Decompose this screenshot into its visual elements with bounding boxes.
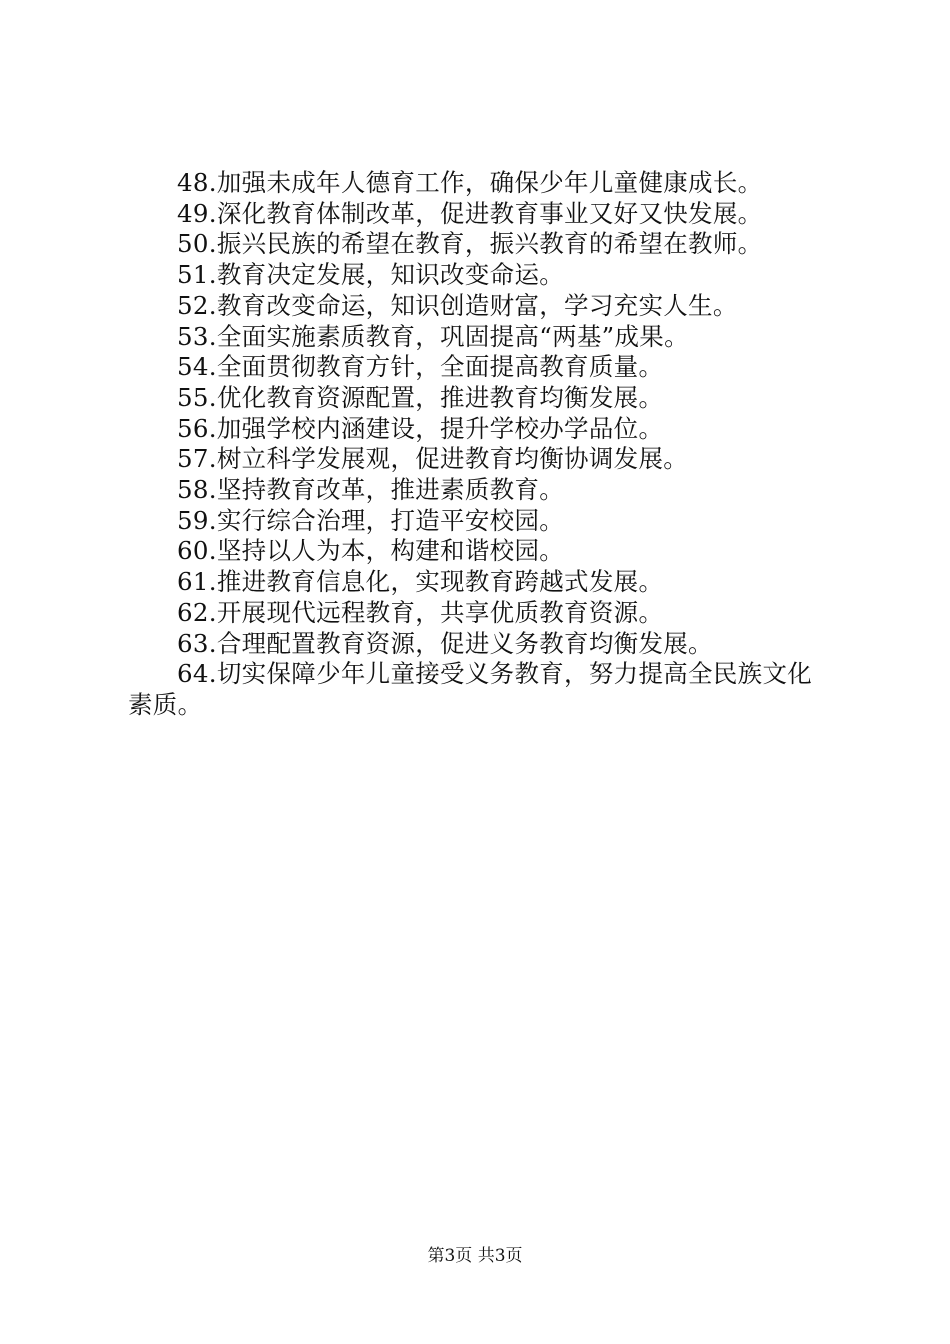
list-item: 48.加强未成年人德育工作，确保少年儿童健康成长。 bbox=[177, 168, 763, 197]
list-item: 62.开展现代远程教育，共享优质教育资源。 bbox=[177, 597, 664, 627]
list-item: 56.加强学校内涵建设，提升学校办学品位。 bbox=[177, 413, 664, 443]
list-item: 51.教育决定发展，知识改变命运。 bbox=[177, 260, 565, 290]
list-item: 54.全面贯彻教育方针，全面提高教育质量。 bbox=[177, 352, 664, 382]
list-item: 61.推进教育信息化，实现教育跨越式发展。 bbox=[177, 567, 664, 597]
list-item: 59.实行综合治理，打造平安校园。 bbox=[177, 505, 565, 535]
slogan-list bbox=[128, 168, 833, 721]
list-item: 63.合理配置教育资源，促进义务教育均衡发展。 bbox=[177, 628, 713, 658]
list-item: 55.优化教育资源配置，推进教育均衡发展。 bbox=[177, 382, 664, 412]
list-item: 49.深化教育体制改革，促进教育事业又好又快发展。 bbox=[177, 198, 763, 228]
list-item: 57.树立科学发展观，促进教育均衡协调发展。 bbox=[177, 444, 689, 474]
list-item: 58.坚持教育改革，推进素质教育。 bbox=[177, 475, 565, 505]
list-item: 60.坚持以人为本，构建和谐校园。 bbox=[177, 536, 565, 566]
list-item: 53.全面实施素质教育，巩固提高“两基”成果。 bbox=[177, 321, 689, 351]
list-item: 50.振兴民族的希望在教育，振兴教育的希望在教师。 bbox=[177, 229, 763, 259]
list-item: 52.教育改变命运，知识创造财富，学习充实人生。 bbox=[177, 290, 738, 320]
page-footer: 第3页 共3页 bbox=[427, 1246, 523, 1266]
list-item: 64.切实保障少年儿童接受义务教育，努力提高全民族文化素质。 bbox=[128, 659, 813, 719]
